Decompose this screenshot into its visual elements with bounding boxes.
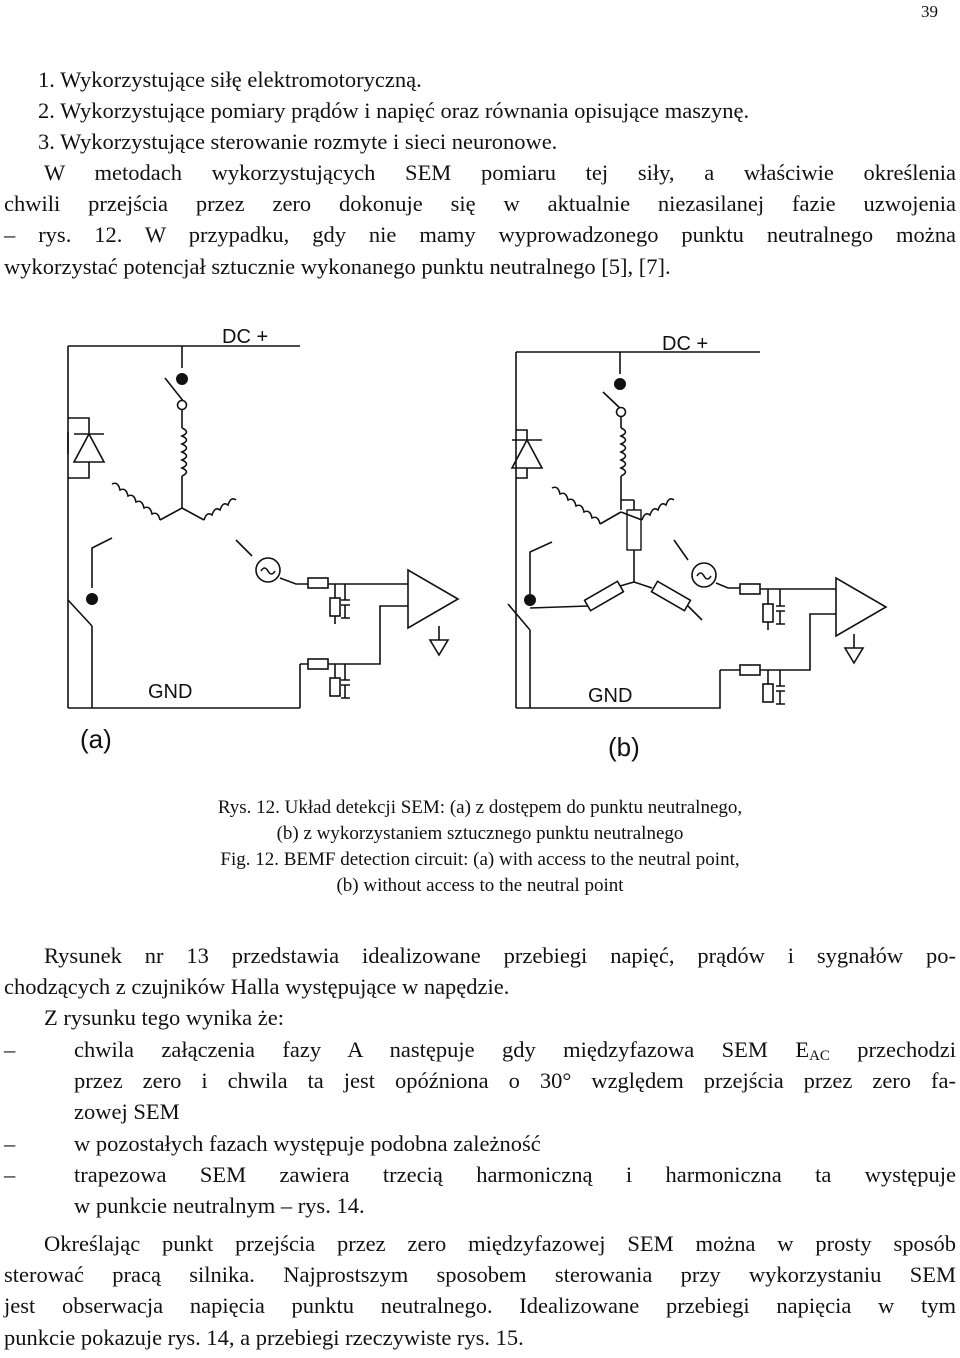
dash-bullet: – — [4, 1130, 16, 1156]
text-line: przez zero i chwila ta jest opóźniona o 30° względem przejścia przez zero fa- — [74, 1068, 956, 1094]
text-line: wykorzystać potencjał sztucznie wykonanego punktu neutralnego [5], [7]. — [4, 253, 671, 279]
text-line: trapezowa SEM zawiera trzecią harmoniczną i harmoniczna ta występuje — [74, 1161, 956, 1187]
text-fragment: przechodzi — [829, 1037, 956, 1062]
circuit-a — [68, 346, 458, 708]
text-line: sterować pracą silnika. Najprostszym sposobem sterowania przy wykorzystaniu SEM — [4, 1262, 956, 1288]
bemf-circuit-figure — [0, 318, 960, 788]
dash-bullet: – — [4, 1037, 16, 1062]
dash-bullet: – — [4, 1161, 16, 1187]
gnd-label-a: GND — [148, 681, 193, 703]
page-number: 39 — [921, 2, 938, 21]
caption-line: (b) without access to the neutral point — [336, 875, 624, 896]
list-item — [4, 1128, 956, 1159]
text-line — [74, 1034, 956, 1065]
text-line: – rys. 12. W przypadku, gdy nie mamy wyprowadzonego punktu neutralnego można — [4, 222, 956, 248]
subscript: AC — [809, 1048, 830, 1064]
list-item: 2. Wykorzystujące pomiary prądów i napięć oraz równania opisujące maszynę. — [38, 98, 750, 124]
paragraph-sem-methods — [4, 157, 956, 282]
text-fragment: chwila załączenia fazy A następuje gdy międzyfazowa SEM E — [74, 1037, 810, 1062]
text-line: w punkcie neutralnym – rys. 14. — [74, 1193, 365, 1219]
caption-line: (b) z wykorzystaniem sztucznego punktu neutralnego — [276, 823, 684, 844]
text-line: chwili przejścia przez zero dokonuje się w aktualnie niezasilanej fazie uzwojenia — [4, 191, 956, 217]
caption-line: Fig. 12. BEMF detection circuit: (a) with access to the neutral point, — [220, 849, 740, 870]
paragraph-figure13 — [4, 940, 956, 1034]
list-item — [4, 1034, 956, 1128]
list-item — [4, 1159, 956, 1221]
text-line: Z rysunku tego wynika że: — [44, 1005, 284, 1031]
subfigure-label-a: (a) — [80, 724, 112, 754]
dc-plus-label-a: DC + — [222, 326, 269, 348]
figure-caption — [0, 795, 960, 899]
methods-list — [38, 64, 749, 158]
text-line: jest obserwacja napięcia punktu neutralnego. Idealizowane przebiegi napięcia w tym — [4, 1293, 956, 1319]
text-line: W metodach wykorzystujących SEM pomiaru tej siły, a właściwie określenia — [44, 160, 956, 185]
text-line: Określając punkt przejścia przez zero międzyfazowej SEM można w prosty sposób — [44, 1231, 956, 1256]
list-item: 1. Wykorzystujące siłę elektromotoryczną. — [38, 67, 422, 92]
text-line: w pozostałych fazach występuje podobna zależność — [74, 1130, 541, 1156]
conclusions-list — [4, 1034, 956, 1221]
circuit-b — [508, 352, 886, 708]
caption-line: Rys. 12. Układ detekcji SEM: (a) z dostępem do punktu neutralnego, — [217, 797, 743, 818]
dc-plus-label-b: DC + — [662, 333, 709, 355]
list-item: 3. Wykorzystujące sterowanie rozmyte i sieci neuronowe. — [38, 129, 558, 155]
paragraph-zero-crossing — [4, 1228, 956, 1353]
text-line: zowej SEM — [74, 1099, 180, 1125]
gnd-label-b: GND — [588, 685, 633, 707]
subfigure-label-b: (b) — [608, 732, 640, 762]
text-line: Rysunek nr 13 przedstawia idealizowane przebiegi napięć, prądów i sygnałów po- — [44, 943, 956, 968]
text-line: chodzących z czujników Halla występujące w napędzie. — [4, 974, 510, 1000]
text-line: punkcie pokazuje rys. 14, a przebiegi rzeczywiste rys. 15. — [4, 1324, 524, 1350]
